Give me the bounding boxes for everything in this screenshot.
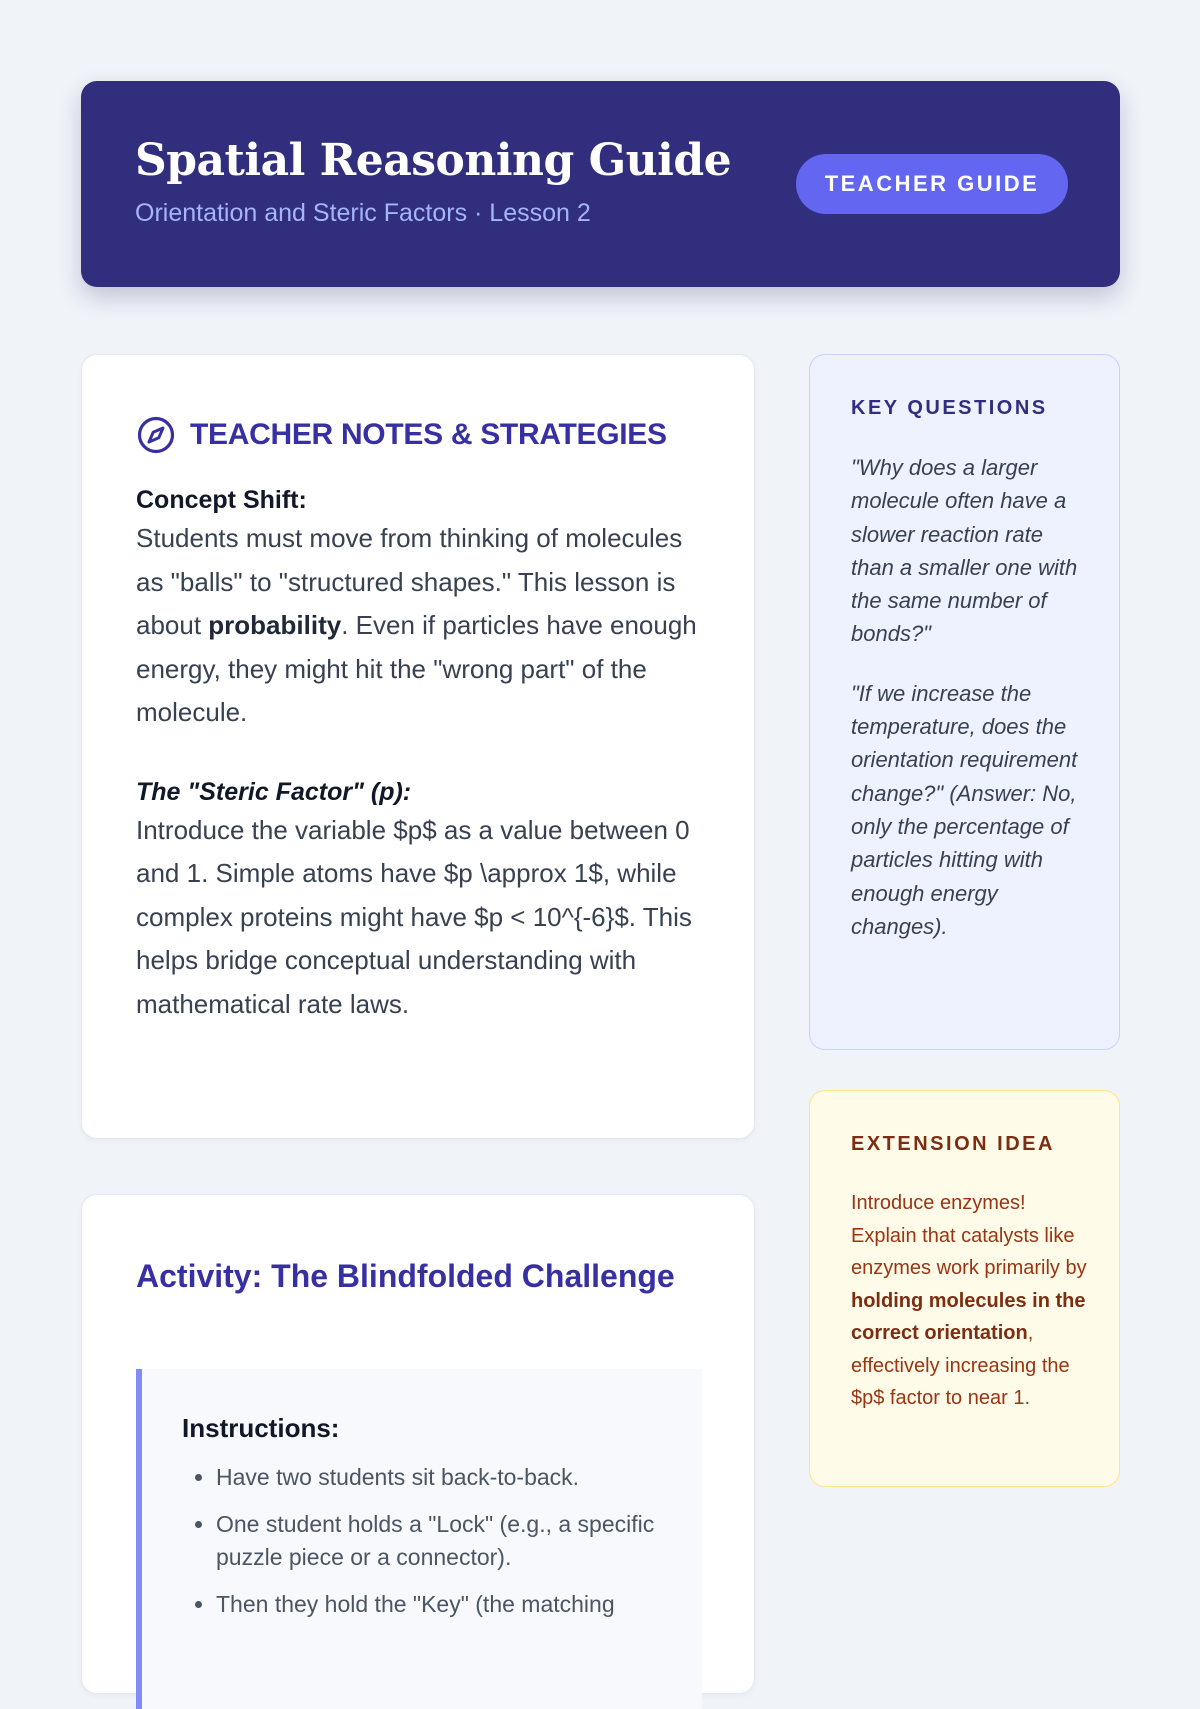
key-question: "Why does a larger molecule often have a slower reaction rate than a smaller one with the same number of bonds?": [851, 455, 1078, 647]
key-question: "If we increase the temperature, does the orientation requirement change?" (Answer: No, only the percentage of particles hitting with enough energy changes).: [851, 680, 1078, 939]
teacher-guide-badge: TEACHER GUIDE: [796, 154, 1068, 214]
extension-text-end: , effectively increasing the $p$ factor to near 1.: [851, 1322, 1070, 1409]
page-title: Spatial Reasoning Guide: [135, 135, 732, 186]
extension-idea-text: [851, 1187, 1091, 1415]
extension-idea-heading: EXTENSION IDEA: [851, 1133, 1055, 1155]
teacher-notes-card: [81, 354, 755, 1139]
page-header: [81, 81, 1120, 287]
key-questions-heading: KEY QUESTIONS: [851, 397, 1048, 419]
instructions-list: [216, 1461, 696, 1635]
concept-shift-text-start: Students must move from thinking of molecules as "balls" to "structured shapes." This lesson is about: [136, 523, 683, 640]
concept-shift-label: Concept Shift:: [136, 486, 307, 514]
extension-idea-panel: [809, 1090, 1120, 1487]
teacher-notes-heading: [136, 415, 667, 455]
instructions-label: Instructions:: [182, 1413, 340, 1443]
activity-card: [81, 1194, 755, 1694]
extension-text-start: Introduce enzymes! Explain that catalysts like enzymes work primarily by: [851, 1192, 1087, 1279]
page-subtitle: Orientation and Steric Factors · Lesson 2: [135, 199, 591, 227]
teacher-notes-body: [136, 483, 706, 1026]
activity-title: Activity: The Blindfolded Challenge: [136, 1258, 675, 1294]
teacher-notes-title: TEACHER NOTES & STRATEGIES: [190, 418, 667, 451]
steric-factor-text: Introduce the variable $p$ as a value between 0 and 1. Simple atoms have $p \approx 1$, while complex proteins might have $p < 10^{-6}$. This helps bridge conceptual understanding with mathematical rate laws.: [136, 814, 692, 1019]
compass-icon: [136, 415, 176, 455]
key-questions-panel: [809, 354, 1120, 1050]
concept-shift-text: [136, 517, 706, 735]
key-questions-list: [851, 451, 1091, 969]
instructions-box: [136, 1369, 702, 1709]
list-item: • One student holds a "Lock" (e.g., a specific puzzle piece or a connector).: [216, 1508, 696, 1574]
list-item: • Then they hold the "Key" (the matching: [216, 1588, 696, 1621]
steric-factor-label: The "Steric Factor" (p):: [136, 777, 412, 806]
list-item: • Have two students sit back-to-back.: [216, 1461, 696, 1494]
concept-shift-text-end: . Even if particles have enough energy, they might hit the "wrong part" of the molecule.: [136, 610, 697, 727]
extension-emphasis: holding molecules in the correct orientation: [851, 1289, 1086, 1344]
probability-emphasis: probability: [208, 610, 342, 640]
